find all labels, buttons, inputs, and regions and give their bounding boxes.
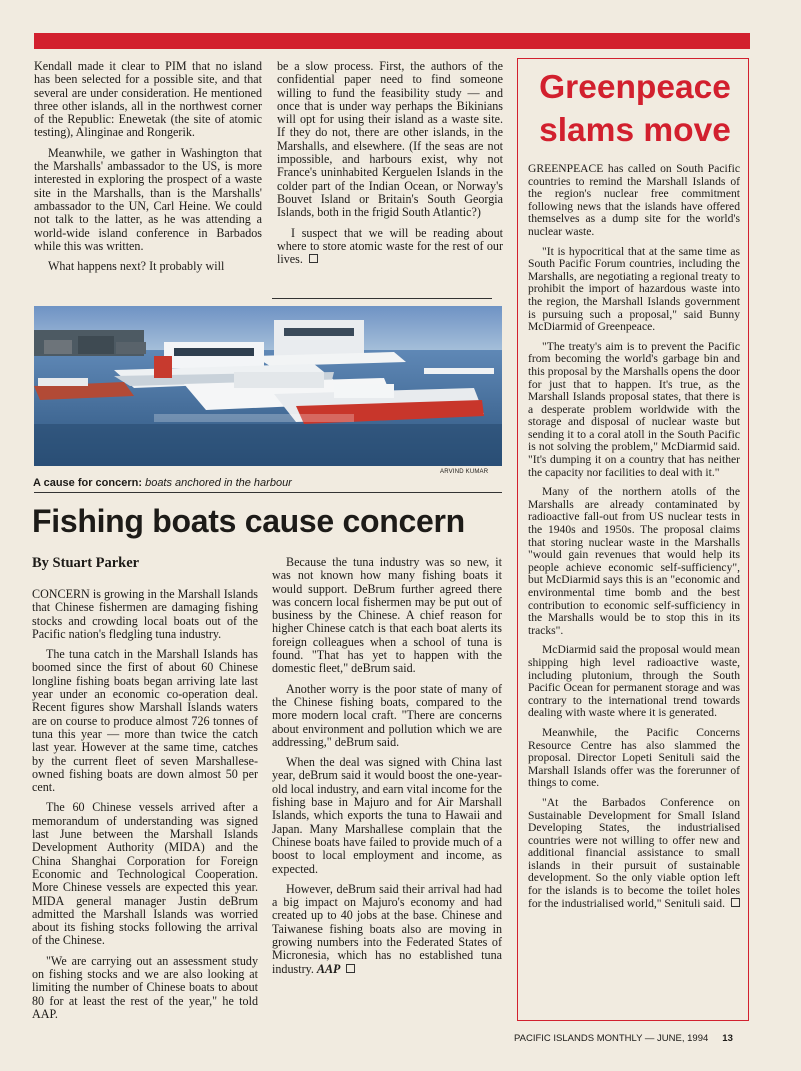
harbour-photo xyxy=(34,306,502,466)
agency-sign: AAP xyxy=(316,961,341,976)
paragraph: "We are carrying out an assessment study on fishing stocks and we are also looking at limiting the number of Chinese boats to about 80 for at least the rest of the year," he told AAP. xyxy=(32,953,258,1021)
divider xyxy=(34,492,502,493)
end-mark-icon xyxy=(731,898,740,907)
paragraph: Meanwhile, we gather in Washington that the Marshalls' ambassador to the US, is more interested in exploring the prospect of a waste site in the Marshalls, than is the Marshalls' ambassador to the UN, Carl Heine. We could not talk to the latter, as he was attending a world-wide island conference in Barbados while this was written. xyxy=(34,145,262,253)
end-mark-icon xyxy=(346,964,355,973)
article-headline: Fishing boats cause concern xyxy=(32,503,465,539)
paragraph: be a slow process. First, the authors of the confidential paper need to find someone willing to fund the feasibility study — and once that is under way perhaps the Bikinians will opt for using their island as a waste site. If they do not, there are other islands, in the Marshalls, and elsewhere. (If the seas are not impossible, and harbours exist, why not France's uninhabited Kerguelen Islands in the colder part of the Indian Ocean, or Norway's Bouvet Island or Britain's South Georgia Islands, both in the frigid South Atlantic?) xyxy=(277,59,503,220)
photo-caption: A cause for concern: boats anchored in the harbour xyxy=(33,477,292,489)
byline: By Stuart Parker xyxy=(32,555,140,571)
publication-line: PACIFIC ISLANDS MONTHLY — JUNE, 1994 xyxy=(514,1033,709,1044)
paragraph: What happens next? It probably will xyxy=(48,259,225,274)
top-article-column-1 xyxy=(34,60,262,273)
photo-credit: ARVIND KUMAR xyxy=(440,469,489,475)
fishing-article-column-2 xyxy=(272,556,502,976)
paragraph: Kendall made it clear to PIM that no island has been selected for a possible site, and that several are under consideration. He mentioned three other islands, all in the northwest corner of the Republic: Enewetak (the site of atomic testing), Alinginae and Rongerik. xyxy=(34,59,262,140)
paragraph: The 60 Chinese vessels arrived after a memorandum of understanding was signed last June between the Marshall Islands Development Authority (MIDA) and the China Shanghai Corporation for Foreign Economic and Technological Cooperation. More Chinese vessels are expected this year. MIDA general manager Justin deBrum admitted the Marshall Islands was worried about its fishing stocks following the arrival of the Chinese. xyxy=(32,800,258,948)
sidebar-headline: Greenpeace slams move xyxy=(539,69,731,149)
paragraph: "The treaty's aim is to prevent the Pacific from becoming the world's garbage bin and this proposal by the Marshalls opens the door for just that to happen. It's true, as the Marshall Islands proposal states, that there is a desperate problem worldwide with the storage and disposal of nuclear waste but sending it to a coral atoll in the South Pacific is not solving the problem," McDiarmid said. "It's dumping it on a country that has neither the capacity nor facilities to deal with it." xyxy=(528,339,740,479)
boats-illustration xyxy=(34,306,502,466)
paragraph: "At the Barbados Conference on Sustainable Development for Small Island Developing States, the industrialised countries were not willing to offer new and additional financial assistance to small islands in their pursuit of sustainable development. So the only viable option left for the islands is to become the toilet holes for the industrialised world," Senituli said. xyxy=(528,795,740,910)
page-number: 13 xyxy=(722,1033,733,1044)
paragraph: "It is hypocritical that at the same time as South Pacific Forum countries, including the Marshalls, are negotiating a regional treaty to prohibit the import of hazardous waste into the region, the Marshall Islands government is pursuing such a proposal," said Bunny McDiarmid of Greenpeace. xyxy=(528,244,740,334)
paragraph: Because the tuna industry was so new, it was not known how many fishing boats it would support. DeBrum further agreed there was concern local fishermen may be put out of business by the Chinese. A chief reason for higher Chinese catch is that each boat alerts its foreign colleagues when a school of tuna is found. "That has yet to happen with the domestic fleet," deBrum said. xyxy=(272,555,502,676)
paragraph: McDiarmid said the proposal would mean shipping high level radioactive waste, including plutonium, through the South Pacific Ocean for permanent storage and was contrary to the international trend towards dealing with waste where it is generated. xyxy=(528,643,740,720)
paragraph: When the deal was signed with China last year, deBrum said it would boost the one-year-old local industry, and earn vital income for the fishing base in Majuro and for Air Marshall Islands, which exports the tuna to Hawaii and Japan. Many Marshallese complain that the Chinese boats have failed to provide much of a boost to local employment and income, as expected. xyxy=(272,755,502,876)
paragraph: CONCERN is growing in the Marshall Islands that Chinese fishermen are damaging fishing stocks and crowding local boats out of the Pacific nation's fledgling tuna industry. xyxy=(32,587,258,641)
paragraph: GREENPEACE has called on South Pacific countries to remind the Marshall Islands of the region's nuclear free commitment following news that the islands have offered themselves as a dump site for the world's nuclear waste. xyxy=(528,162,740,238)
paragraph: Many of the northern atolls of the Marshalls are already contaminated by radioactive fall-out from US nuclear tests in the 1940s and 1950s. The proposal claims that storing nuclear waste in the Marshalls "would gain revenues that would help its people achieve economic self-sufficiency", but McDiarmid says this is an "economic and environmental time bomb and the best contribution to economic self-sufficiency in the Marshalls would be to stop this in its tracks". xyxy=(528,485,740,637)
fishing-article-column-1 xyxy=(32,588,258,1021)
page-footer xyxy=(514,1033,733,1044)
paragraph: However, deBrum said their arrival had had a big impact on Majuro's economy and had created up to 40 jobs at the base. Chinese and Taiwanese fishing boats also are moving in growing numbers into the Federated States of Micronesia, which has no established tuna industry. AAP xyxy=(272,881,502,976)
end-mark-icon xyxy=(309,254,318,263)
sidebar-body xyxy=(528,163,740,910)
paragraph: Meanwhile, the Pacific Concerns Resource Centre has also slammed the proposal. Director Lopeti Senituli said the Marshall Islands offer was the forerunner of things to come. xyxy=(528,725,740,790)
divider xyxy=(272,298,492,299)
paragraph: Another worry is the poor state of many of the Chinese fishing boats, compared to the more modern local craft. "There are concerns about environment and pollution which we are addressing," deBrum said. xyxy=(272,681,502,749)
paragraph: The tuna catch in the Marshall Islands has boomed since the first of about 60 Chinese longline fishing boats began arriving late last year under an economic co-operation deal. Recent figures show Marshall Islands waters are on course to produce almost 726 tonnes of tuna this year — more than twice the catch last year. However at the same time, catches by the current fleet of seven Marshallese-owned fishing boats are down almost 50 per cent. xyxy=(32,647,258,795)
top-red-bar xyxy=(34,33,750,49)
top-article-column-2 xyxy=(277,60,503,266)
paragraph: I suspect that we will be reading about where to store atomic waste for the rest of our lives. xyxy=(277,225,503,267)
